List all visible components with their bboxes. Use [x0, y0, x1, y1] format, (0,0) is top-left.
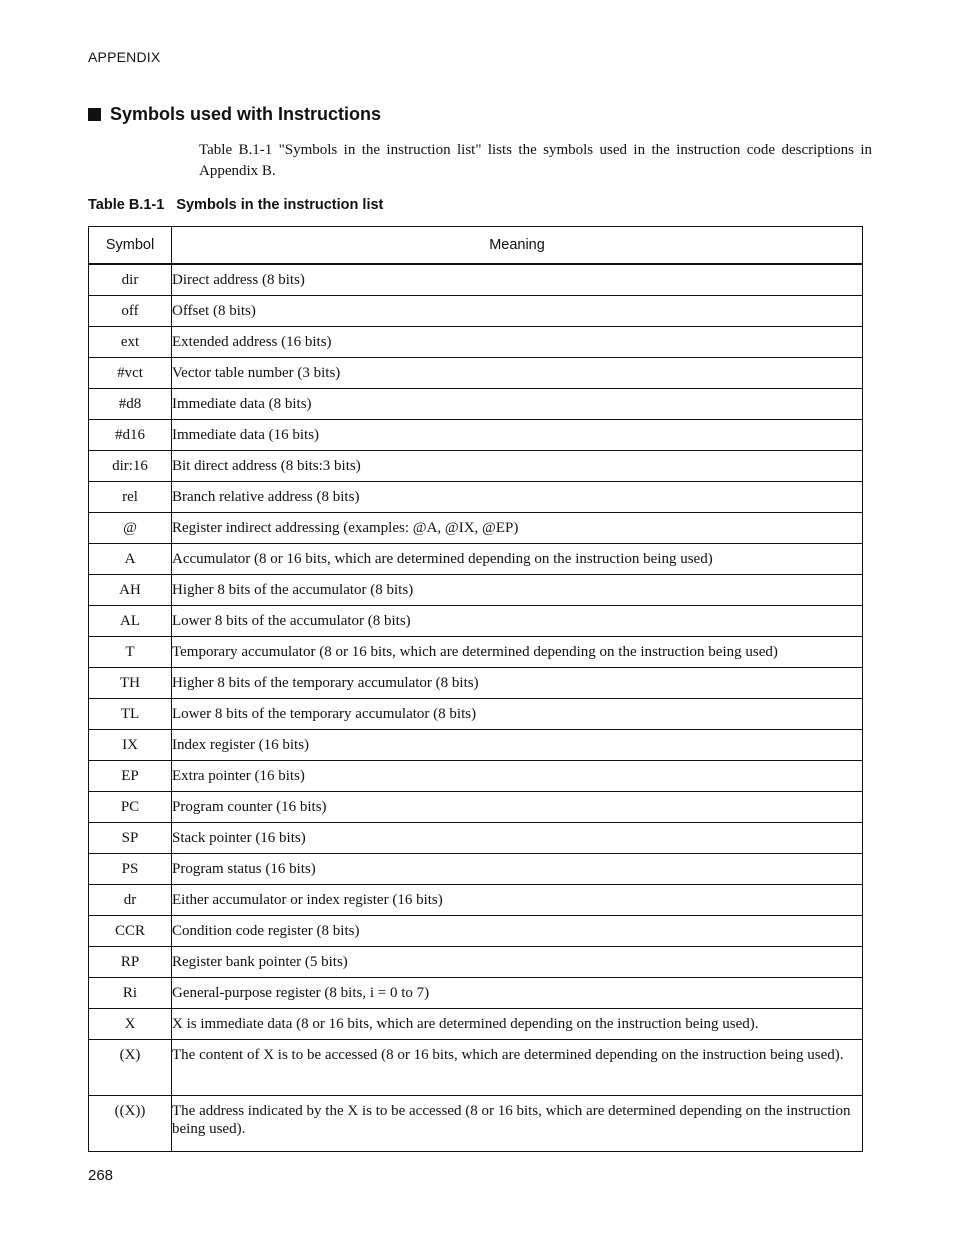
meaning-cell: Higher 8 bits of the temporary accumulator (8 bits) — [172, 668, 863, 699]
meaning-cell: Register indirect addressing (examples: @A, @IX, @EP) — [172, 513, 863, 544]
meaning-cell: Condition code register (8 bits) — [172, 916, 863, 947]
table-row — [89, 637, 863, 668]
symbol-cell: SP — [89, 823, 172, 854]
symbol-cell: X — [89, 1009, 172, 1040]
symbol-cell: #d16 — [89, 420, 172, 451]
header-meaning: Meaning — [172, 227, 863, 265]
symbol-cell: dir — [89, 264, 172, 296]
table-row — [89, 420, 863, 451]
symbol-cell: CCR — [89, 916, 172, 947]
table-caption-number: Table B.1-1 — [88, 197, 165, 213]
section-title: Symbols used with Instructions — [110, 104, 382, 124]
table-row — [89, 544, 863, 575]
symbol-cell: #vct — [89, 358, 172, 389]
meaning-cell: Bit direct address (8 bits:3 bits) — [172, 451, 863, 482]
meaning-cell: Higher 8 bits of the accumulator (8 bits) — [172, 575, 863, 606]
meaning-cell: Immediate data (8 bits) — [172, 389, 863, 420]
meaning-cell: Program counter (16 bits) — [172, 792, 863, 823]
meaning-cell: Index register (16 bits) — [172, 730, 863, 761]
symbol-cell: rel — [89, 482, 172, 513]
table-row — [89, 668, 863, 699]
symbol-cell: EP — [89, 761, 172, 792]
table-row — [89, 327, 863, 358]
symbol-cell: #d8 — [89, 389, 172, 420]
table-caption — [88, 197, 383, 213]
meaning-cell: General-purpose register (8 bits, i = 0 to 7) — [172, 978, 863, 1009]
symbol-cell: dr — [89, 885, 172, 916]
meaning-cell: Branch relative address (8 bits) — [172, 482, 863, 513]
meaning-cell: Lower 8 bits of the accumulator (8 bits) — [172, 606, 863, 637]
table-row — [89, 606, 863, 637]
table-row — [89, 1009, 863, 1040]
meaning-cell: Temporary accumulator (8 or 16 bits, which are determined depending on the instruction being used) — [172, 637, 863, 668]
meaning-cell: Extra pointer (16 bits) — [172, 761, 863, 792]
table-row — [89, 854, 863, 885]
symbol-cell: IX — [89, 730, 172, 761]
intro-paragraph: Table B.1-1 "Symbols in the instruction list" lists the symbols used in the instruction code descriptions in Appendix B. — [199, 142, 872, 179]
symbol-cell: dir:16 — [89, 451, 172, 482]
meaning-cell: X is immediate data (8 or 16 bits, which are determined depending on the instruction being used). — [172, 1009, 863, 1040]
table-row — [89, 451, 863, 482]
meaning-cell: Either accumulator or index register (16 bits) — [172, 885, 863, 916]
symbol-cell: AL — [89, 606, 172, 637]
meaning-cell: Lower 8 bits of the temporary accumulator (8 bits) — [172, 699, 863, 730]
meaning-cell: Program status (16 bits) — [172, 854, 863, 885]
meaning-cell: Register bank pointer (5 bits) — [172, 947, 863, 978]
meaning-cell: Vector table number (3 bits) — [172, 358, 863, 389]
meaning-cell: Stack pointer (16 bits) — [172, 823, 863, 854]
table-row — [89, 389, 863, 420]
page-number: 268 — [88, 1167, 114, 1184]
table-caption-title: Symbols in the instruction list — [176, 197, 384, 213]
table-row — [89, 1096, 863, 1152]
meaning-cell: Extended address (16 bits) — [172, 327, 863, 358]
table-row — [89, 823, 863, 854]
running-header: APPENDIX — [88, 49, 161, 65]
table-row — [89, 699, 863, 730]
meaning-cell: The content of X is to be accessed (8 or 16 bits, which are determined depending on the instruction being used). — [172, 1040, 863, 1096]
symbols-table — [88, 226, 863, 1152]
table-row — [89, 761, 863, 792]
symbol-cell: T — [89, 637, 172, 668]
meaning-cell: Accumulator (8 or 16 bits, which are determined depending on the instruction being used) — [172, 544, 863, 575]
table-body — [89, 264, 863, 1152]
table-row — [89, 916, 863, 947]
table-row — [89, 885, 863, 916]
table-row — [89, 513, 863, 544]
table-row — [89, 296, 863, 327]
table-row — [89, 978, 863, 1009]
symbol-cell: PC — [89, 792, 172, 823]
symbol-cell: ext — [89, 327, 172, 358]
section-heading — [88, 104, 381, 125]
table-row — [89, 792, 863, 823]
table-row — [89, 730, 863, 761]
meaning-cell: The address indicated by the X is to be accessed (8 or 16 bits, which are determined depending on the instruction being used). — [172, 1096, 863, 1152]
table-header-row — [89, 227, 863, 265]
square-bullet-icon — [88, 108, 101, 121]
symbol-cell: (X) — [89, 1040, 172, 1096]
symbol-cell: off — [89, 296, 172, 327]
table-row — [89, 1040, 863, 1096]
table-row — [89, 482, 863, 513]
table-row — [89, 575, 863, 606]
symbol-cell: ((X)) — [89, 1096, 172, 1152]
symbol-cell: @ — [89, 513, 172, 544]
table-row — [89, 947, 863, 978]
symbol-cell: Ri — [89, 978, 172, 1009]
table-row — [89, 358, 863, 389]
symbol-cell: AH — [89, 575, 172, 606]
header-symbol: Symbol — [89, 227, 172, 265]
table-row — [89, 264, 863, 296]
meaning-cell: Direct address (8 bits) — [172, 264, 863, 296]
meaning-cell: Offset (8 bits) — [172, 296, 863, 327]
symbol-cell: TH — [89, 668, 172, 699]
symbol-cell: A — [89, 544, 172, 575]
meaning-cell: Immediate data (16 bits) — [172, 420, 863, 451]
symbol-cell: PS — [89, 854, 172, 885]
symbol-cell: RP — [89, 947, 172, 978]
symbol-cell: TL — [89, 699, 172, 730]
